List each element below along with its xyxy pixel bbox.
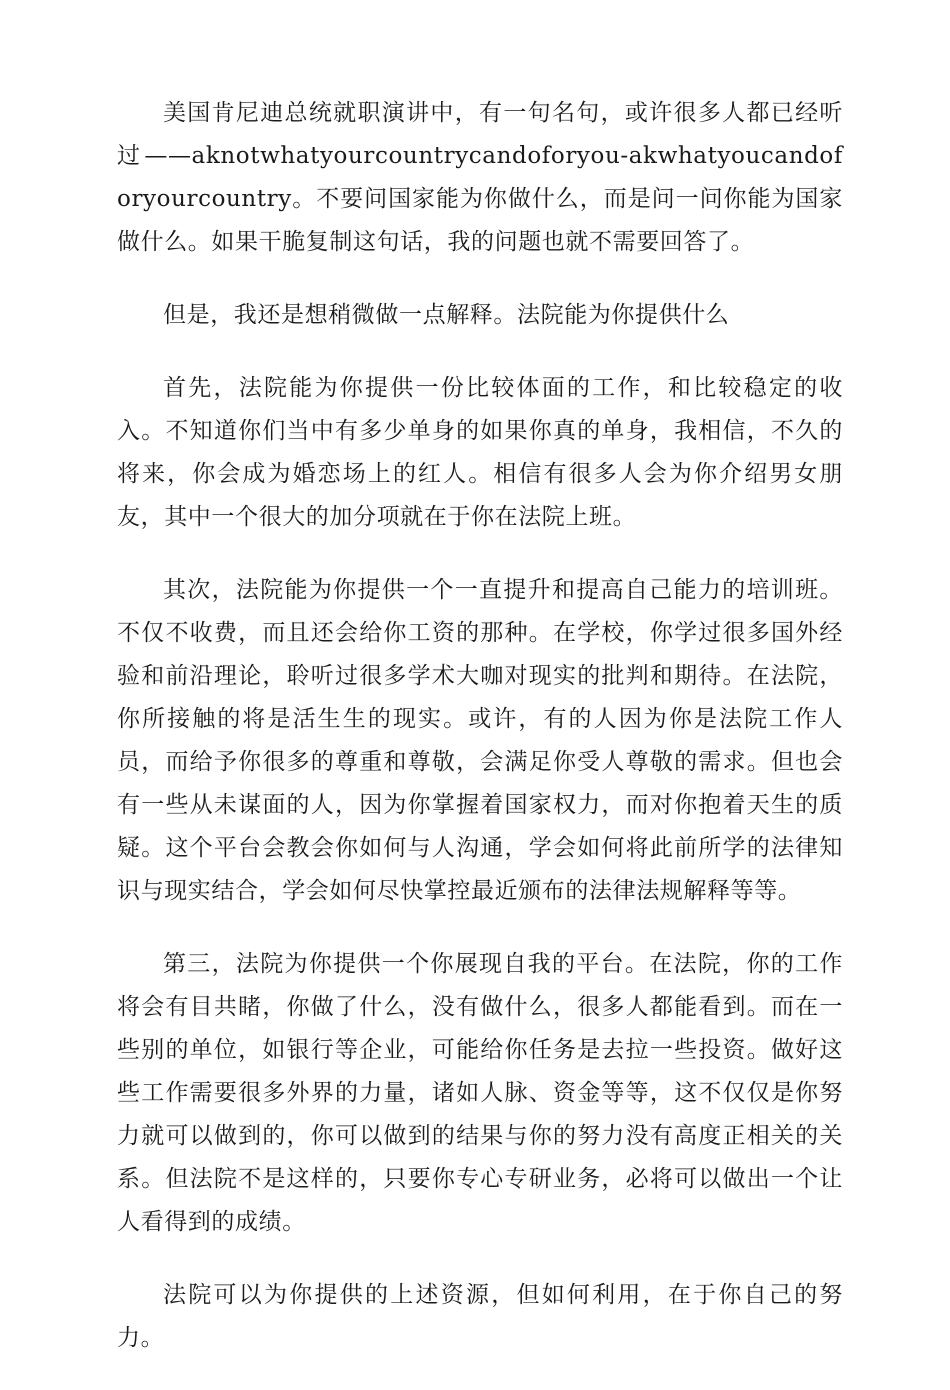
paragraph-conclusion: 法院可以为你提供的上述资源，但如何利用，在于你自己的努力。 [117,1282,843,1351]
paragraph-third-point: 第三，法院为你提供一个你展现自我的平台。在法院，你的工作将会有目共睹，你做了什么，没有做什么，很多人都能看到。而在一些别的单位，如银行等企业，可能给你任务是去拉一些投资。做好这些工作需要很多外界的力量，诸如人脉、资金等等，这不仅仅是你努力就可以做到的，你可以做到的结果与你的努力没有高度正相关的关系。但法院不是这样的，只要你专心专研业务，必将可以做出一个让人看得到的成绩。 [117,951,843,1235]
paragraph-first-point: 首先，法院能为你提供一份比较体面的工作，和比较稳定的收入。不知道你们当中有多少单身的如果你真的单身，我相信，不久的将来，你会成为婚恋场上的红人。相信有很多人会为你介绍男女朋友，其中一个很大的加分项就在于你在法院上班。 [117,375,843,530]
paragraph-explanation-intro: 但是，我还是想稍微做一点解释。法院能为你提供什么 [163,302,730,328]
paragraph-kennedy-quote: 美国肯尼迪总统就职演讲中，有一句名句，或许很多人都已经听过——aknotwhatyourcountrycandoforyou-akwhatyoucandoforyourcountry。不要问国家能为你做什么，而是问一问你能为国家做什么。如果干脆复制这句话，我的问题也就不需要回答了。 [117,100,843,255]
paragraph-second-point: 其次，法院能为你提供一个一直提升和提高自己能力的培训班。不仅不收费，而且还会给你工资的那种。在学校，你学过很多国外经验和前沿理论，聆听过很多学术大咖对现实的批判和期待。在法院，你所接触的将是活生生的现实。或许，有的人因为你是法院工作人员，而给予你很多的尊重和尊敬，会满足你受人尊敬的需求。但也会有一些从未谋面的人，因为你掌握着国家权力，而对你抱着天生的质疑。这个平台会教会你如何与人沟通，学会如何将此前所学的法律知识与现实结合，学会如何尽快掌控最近颁布的法律法规解释等等。 [117,577,843,904]
document-body [117,92,843,1390]
